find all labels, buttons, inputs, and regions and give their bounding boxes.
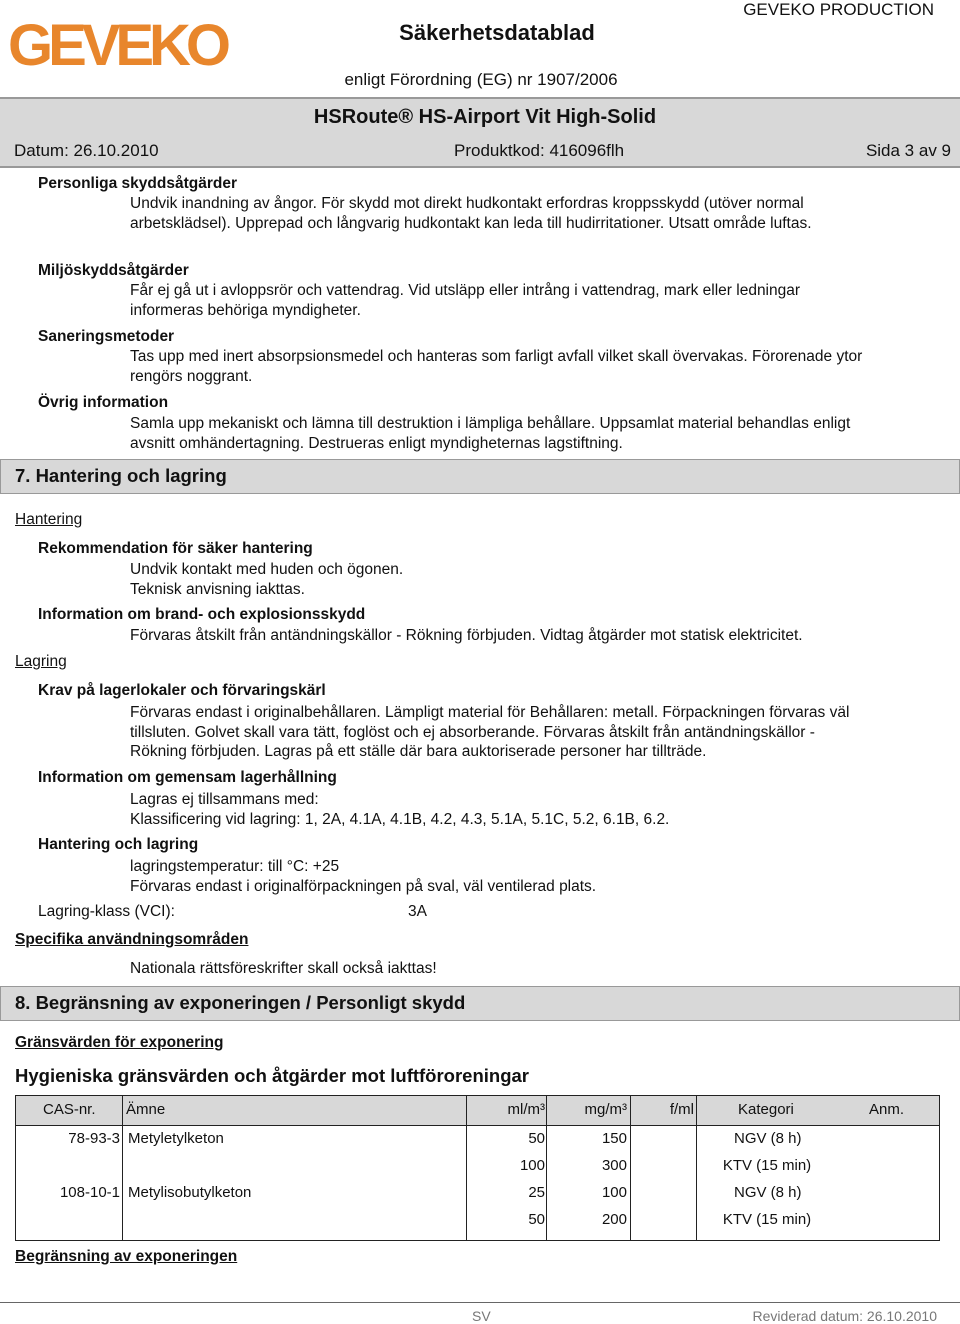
joint-storage-text [130,790,669,829]
text-line: informeras behöriga myndigheter. [130,301,361,319]
text-line: Teknisk anvisning iakttas. [130,580,305,598]
column-divider [466,1096,467,1240]
fire-protection-text: Förvaras åtskilt från antändningskällor - Rökning förbjuden. Vidtag åtgärder mot statisk elektricitet. [130,627,803,644]
cleanup-heading: Saneringsmetoder [38,328,175,345]
storage-requirements-text [130,703,849,762]
row-substance: Metyletylketon [128,1130,224,1147]
text-line: Förvaras endast i originalförpackningen på sval, väl ventilerad plats. [130,877,597,895]
company-name: GEVEKO PRODUCTION [743,0,934,19]
text-line: tillsluten. Golvet skall vara tätt, foglöst och ej absorberande. Förvaras åtskilt från antändningskällor - [130,723,815,741]
regulation-text: enligt Förordning (EG) nr 1907/2006 [344,70,618,89]
fire-protection-heading: Information om brand- och explosionsskydd [38,606,366,623]
row-substance: Metylisobutylketon [128,1184,252,1201]
row-mg-m3: 150 [601,1130,627,1147]
document-title: Säkerhetsdatablad [399,20,595,45]
handling-storage-heading: Hantering och lagring [38,836,199,853]
footer-divider [0,1302,960,1303]
text-line: Klassificering vid lagring: 1, 2A, 4.1A, 4.1B, 4.2, 4.3, 5.1A, 5.1C, 5.2, 6.1B, 6.2. [130,810,670,828]
header-ml-m3: ml/m³ [507,1101,545,1118]
header-cas: CAS-nr. [43,1101,96,1118]
text-line: Får ej gå ut i avloppsrör och vattendrag. Vid utsläpp eller intrång i vattendrag, mark eller ledningar [130,282,801,299]
personal-protection-heading: Personliga skyddsåtgärder [38,175,237,192]
joint-storage-heading: Information om gemensam lagerhållning [38,769,337,786]
text-line: Samla upp mekaniskt och lämna till destruktion i lämpliga behållare. Uppsamlat material behandlas enligt [130,415,851,432]
text-line: arbetsklädsel). Upprepad och långvarig hudkontakt kan leda till hudirritationer. Utsatt område luftas. [130,214,812,232]
row-cas: 78-93-3 [68,1130,120,1147]
row-category: NGV (8 h) [734,1130,802,1147]
footer-language: SV [472,1308,491,1324]
safe-handling-heading: Rekommendation för säker hantering [38,540,313,557]
storage-subheading: Lagring [15,653,67,670]
text-line: rengörs noggrant. [130,367,253,385]
row-category: KTV (15 min) [722,1157,812,1174]
header-note: Anm. [869,1101,905,1118]
row-mg-m3: 100 [601,1184,627,1201]
product-name: HSRoute® HS-Airport Vit High-Solid [313,106,657,128]
document-date: Datum: 26.10.2010 [14,141,159,160]
exposure-limits-subheading: Gränsvärden för exponering [15,1034,224,1051]
environment-text [130,281,800,320]
row-category: NGV (8 h) [734,1184,802,1201]
cleanup-text [130,347,862,386]
environment-heading: Miljöskyddsåtgärder [38,262,189,279]
other-info-heading: Övrig information [38,394,169,411]
hygiene-limits-heading: Hygieniska gränsvärden och åtgärder mot luftföroreningar [15,1065,529,1086]
text-line: lagringstemperatur: till °C: +25 [130,858,340,875]
row-ml-m3: 25 [528,1184,545,1201]
handling-subheading: Hantering [15,511,83,528]
column-divider [630,1096,631,1240]
specific-uses-subheading: Specifika användningsområden [15,931,249,948]
safe-handling-text [130,560,403,599]
text-line: Tas upp med inert absorpsionsmedel och hanteras som farligt avfall vilket skall övervakas. Förorenade ytor [130,348,863,365]
product-code: Produktkod: 416096flh [454,141,625,160]
text-line: Rökning förbjuden. Lagras på ett ställe där bara auktoriserade personer har tillträde. [130,743,707,760]
text-line: Lagras ej tillsammans med: [130,791,319,808]
header-substance: Ämne [126,1101,166,1118]
text-line: avsnitt omhändertagning. Destrueras enligt myndigheternas lagstiftning. [130,434,623,452]
personal-protection-text [130,194,812,233]
footer-revised-date: Reviderad datum: 26.10.2010 [752,1308,937,1324]
text-line: Förvaras endast i originalbehållaren. Lämpligt material för Behållaren: metall. Förpackningen förvaras väl [130,704,850,721]
storage-class-label: Lagring-klass (VCI): [38,903,175,920]
row-mg-m3: 300 [601,1157,627,1174]
column-divider [696,1096,697,1240]
handling-storage-text [130,857,596,896]
row-ml-m3: 100 [519,1157,545,1174]
row-category: KTV (15 min) [722,1211,812,1228]
row-ml-m3: 50 [528,1130,545,1147]
storage-class-value: 3A [408,903,427,920]
text-line: Undvik inandning av ångor. För skydd mot direkt hudkontakt erfordras kroppsskydd (utöver normal [130,195,804,212]
section-8-title: 8. Begränsning av exponeringen / Personligt skydd [15,992,466,1013]
row-cas: 108-10-1 [59,1184,120,1201]
exposure-controls-subheading: Begränsning av exponeringen [15,1248,238,1265]
text-line: Undvik kontakt med huden och ögonen. [130,561,404,578]
exposure-limits-table [15,1095,940,1241]
specific-uses-text: Nationala rättsföreskrifter skall också iakttas! [130,960,437,977]
header-category: Kategori [738,1101,794,1118]
row-mg-m3: 200 [601,1211,627,1228]
column-divider [546,1096,547,1240]
other-info-text [130,414,850,453]
header-f-ml: f/ml [669,1101,694,1118]
storage-requirements-heading: Krav på lagerlokaler och förvaringskärl [38,682,326,699]
section-7-title: 7. Hantering och lagring [15,465,227,486]
header-mg-m3: mg/m³ [584,1101,627,1118]
page-number: Sida 3 av 9 [865,141,951,160]
row-ml-m3: 50 [528,1211,545,1228]
svg-text:GEVEKO: GEVEKO [8,18,230,70]
column-divider [122,1096,123,1240]
